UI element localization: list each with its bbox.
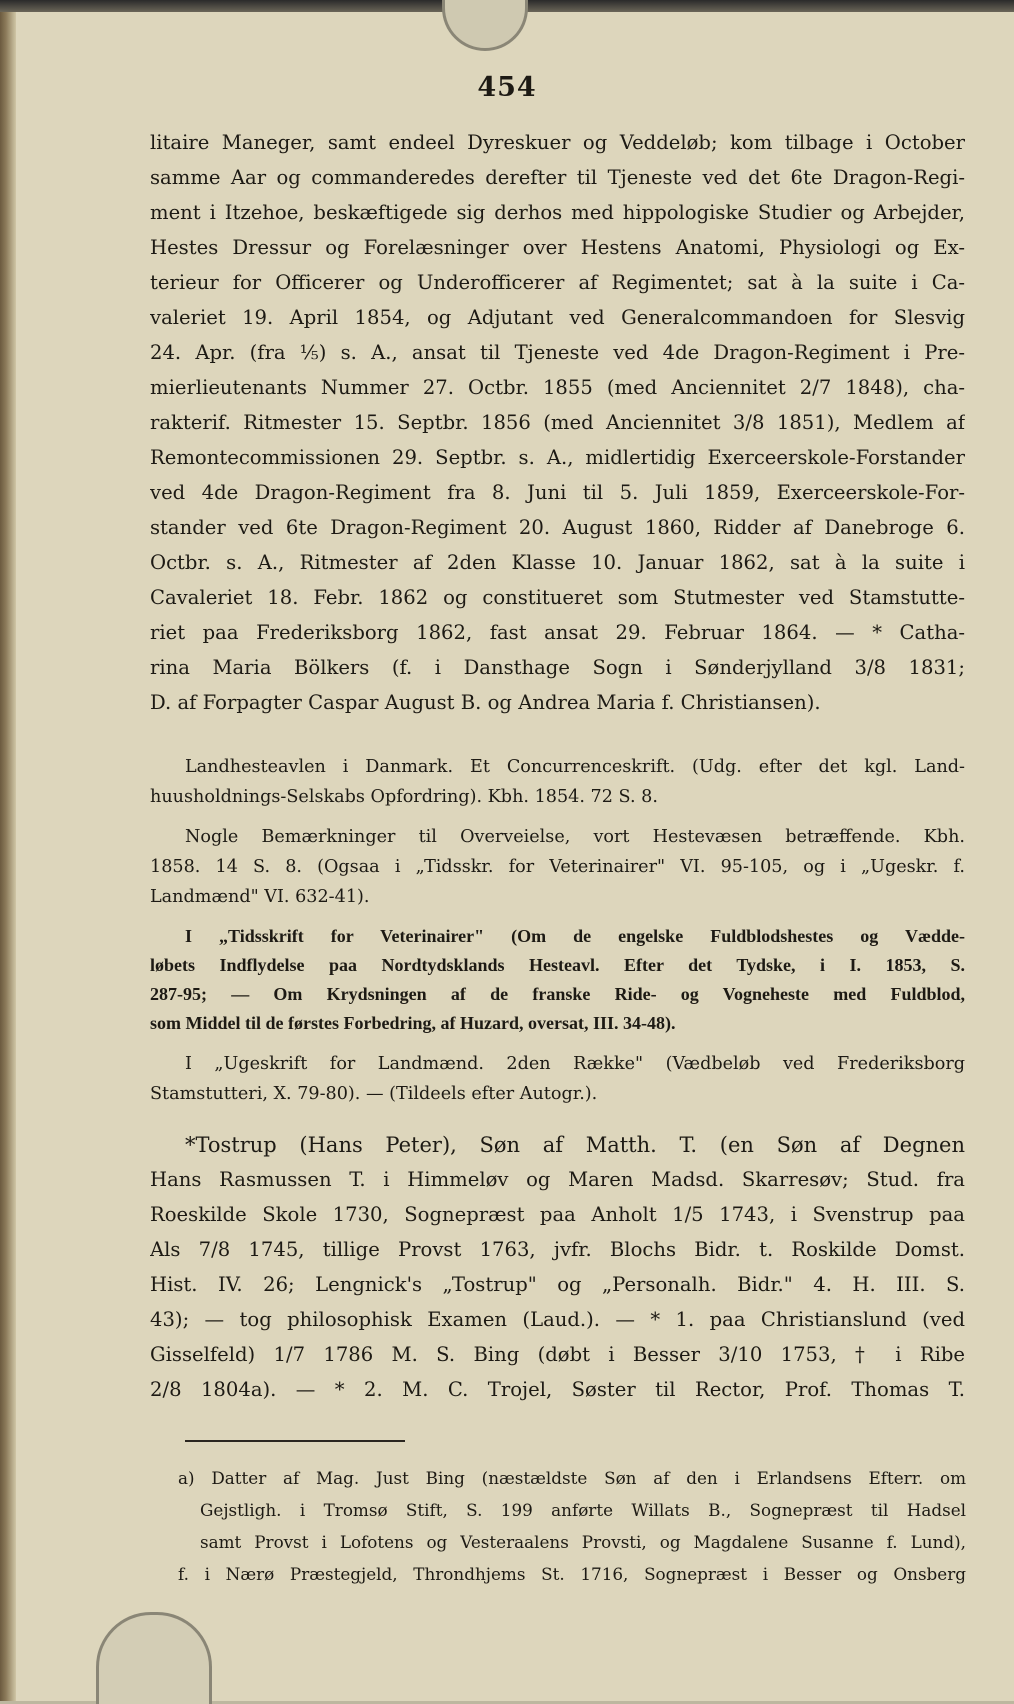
footnote-rule <box>185 1440 405 1442</box>
text-line: riet paa Frederiksborg 1862, fast ansat 29. Februar 1864. — * Catha- <box>150 621 965 644</box>
work-line: 1858. 14 S. 8. (Ogsaa i „Tidsskr. for Veterinairer" VI. 95-105, og i „Ugeskr. f. <box>150 857 965 877</box>
text-line: Hestes Dressur og Forelæsninger over Hestens Anatomi, Physiologi og Ex- <box>150 236 965 259</box>
work-line: I „Ugeskrift for Landmænd. 2den Række" (Vædbeløb ved Frederiksborg <box>185 1054 965 1074</box>
work-line: huusholdnings-Selskabs Opfordring). Kbh. 1854. 72 S. 8. <box>150 787 658 807</box>
text-line: valeriet 19. April 1854, og Adjutant ved Generalcommandoen for Slesvig <box>150 306 965 329</box>
work-line: Stamstutteri, X. 79-80). — (Tildeels efter Autogr.). <box>150 1084 598 1104</box>
footnote-line: Gejstligh. i Tromsø Stift, S. 199 anførte Willats B., Sognepræst til Hadsel <box>200 1500 966 1520</box>
work-line: løbets Indflydelse paa Nordtydsklands Hesteavl. Efter det Tydske, i I. 1853, S. <box>150 955 965 975</box>
work-line: 287-95; — Om Krydsningen af de franske Ride- og Vogneheste med Fuldblod, <box>150 984 965 1004</box>
text-line: Remontecommissionen 29. Septbr. s. A., midlertidig Exerceerskole-Forstander <box>150 446 965 469</box>
text-line: rina Maria Bölkers (f. i Dansthage Sogn i Sønderjylland 3/8 1831; <box>150 656 965 679</box>
text-line: rakterif. Ritmester 15. Septbr. 1856 (med Anciennitet 3/8 1851), Medlem af <box>150 411 965 434</box>
work-line: Nogle Bemærkninger til Overveielse, vort Hestevæsen betræffende. Kbh. <box>185 827 965 847</box>
text-line: Gisselfeld) 1/7 1786 M. S. Bing (døbt i Besser 3/10 1753, † i Ribe <box>150 1343 965 1366</box>
text-line: 43); — tog philosophisk Examen (Laud.). — * 1. paa Christianslund (ved <box>150 1308 965 1331</box>
work-line: Landhesteavlen i Danmark. Et Concurrenceskrift. (Udg. efter det kgl. Land- <box>185 757 965 777</box>
text-line: Octbr. s. A., Ritmester af 2den Klasse 10. Januar 1862, sat à la suite i <box>150 551 965 574</box>
entry-heading-line: *Tostrup (Hans Peter), Søn af Matth. T. (en Søn af Degnen <box>185 1133 965 1157</box>
text-line: terieur for Officerer og Underofficerer af Regimentet; sat à la suite i Ca- <box>150 271 965 294</box>
text-line: samme Aar og commanderedes derefter til Tjeneste ved det 6te Dragon-Regi- <box>150 166 965 189</box>
text-line: Roeskilde Skole 1730, Sognepræst paa Anholt 1/5 1743, i Svenstrup paa <box>150 1203 965 1226</box>
text-line: litaire Maneger, samt endeel Dyreskuer og Veddeløb; kom tilbage i October <box>150 131 965 154</box>
footnote-line: samt Provst i Lofotens og Vesteraalens Provsti, og Magdalene Susanne f. Lund), <box>200 1532 966 1552</box>
page-number: 454 <box>477 72 537 103</box>
text-line: 2/8 1804a). — * 2. M. C. Trojel, Søster til Rector, Prof. Thomas T. <box>150 1378 965 1401</box>
text-line: Als 7/8 1745, tillige Provst 1763, jvfr. Blochs Bidr. t. Roskilde Domst. <box>150 1238 965 1261</box>
text-line: 24. Apr. (fra ⅕) s. A., ansat til Tjeneste ved 4de Dragon-Regiment i Pre- <box>150 341 965 364</box>
text-line: Hans Rasmussen T. i Himmeløv og Maren Madsd. Skarresøv; Stud. fra <box>150 1168 965 1191</box>
work-line: Landmænd" VI. 632-41). <box>150 887 370 907</box>
text-line: ved 4de Dragon-Regiment fra 8. Juni til 5. Juli 1859, Exerceerskole-For- <box>150 481 965 504</box>
text-line: Cavaleriet 18. Febr. 1862 og constitueret som Stutmester ved Stamstutte- <box>150 586 965 609</box>
work-line: som Middel til de førstes Forbedring, af Huzard, oversat, III. 34-48). <box>150 1013 676 1033</box>
text-line: ment i Itzehoe, beskæftigede sig derhos med hippologiske Studier og Arbejder, <box>150 201 965 224</box>
text-line: D. af Forpagter Caspar August B. og Andrea Maria f. Christiansen). <box>150 691 821 714</box>
text-line: Hist. IV. 26; Lengnick's „Tostrup" og „Personalh. Bidr." 4. H. III. S. <box>150 1273 965 1296</box>
footnote-line: a) Datter af Mag. Just Bing (næstældste Søn af den i Erlandsens Efterr. om <box>178 1468 966 1488</box>
footnote-line: f. i Nærø Præstegjeld, Throndhjems St. 1716, Sognepræst i Besser og Onsberg <box>178 1564 966 1584</box>
work-line: I „Tidsskrift for Veterinairer" (Om de engelske Fuldblodshestes og Vædde- <box>185 926 965 946</box>
text-line: mierlieutenants Nummer 27. Octbr. 1855 (med Anciennitet 2/7 1848), cha- <box>150 376 965 399</box>
text-line: stander ved 6te Dragon-Regiment 20. August 1860, Ridder af Danebroge 6. <box>150 516 965 539</box>
